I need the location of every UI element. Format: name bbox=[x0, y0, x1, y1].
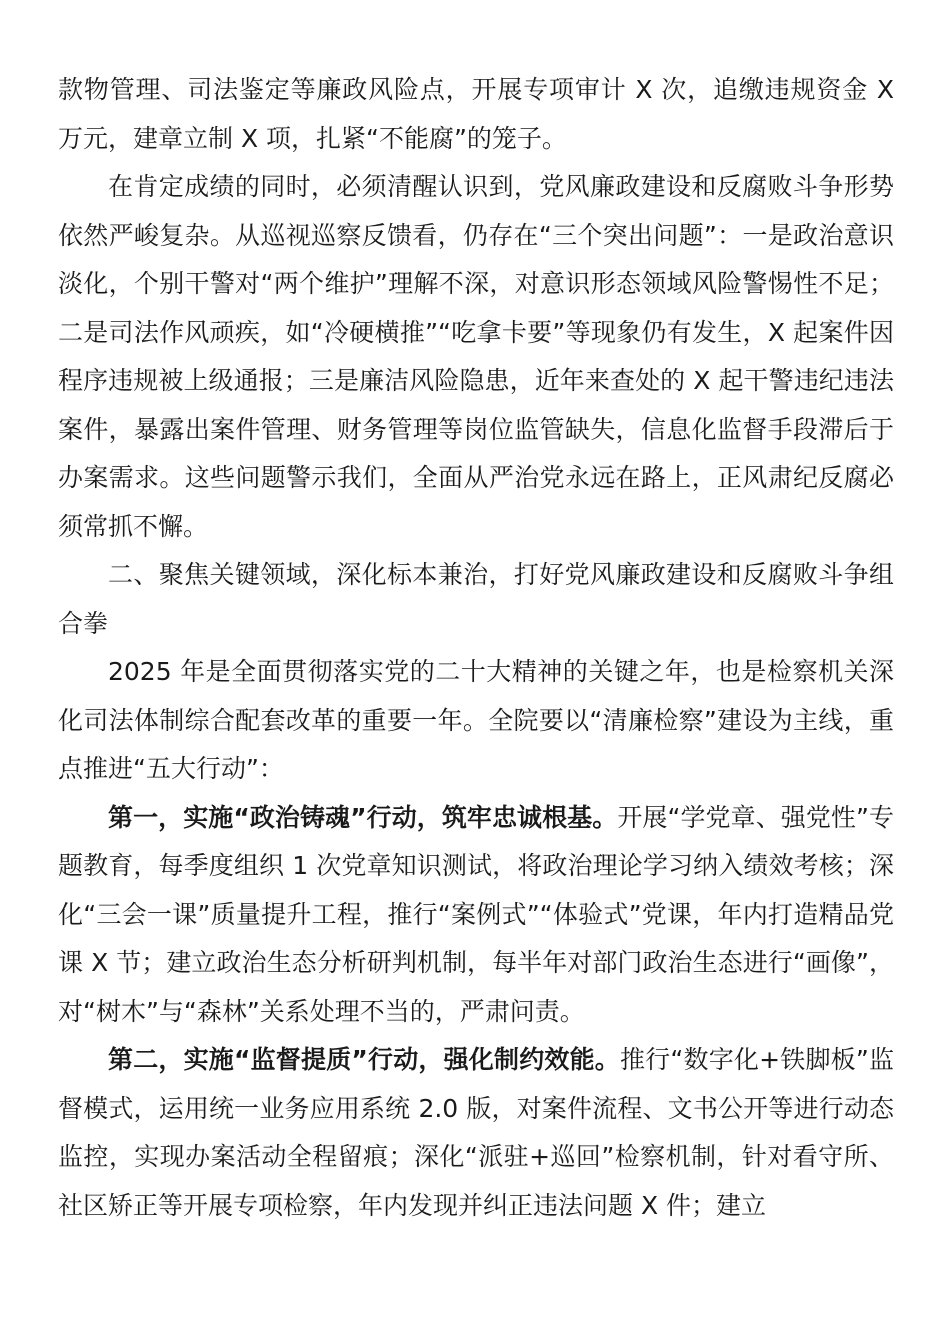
paragraph-action-1 bbox=[58, 794, 894, 1037]
action-1-body: 开展“学党章、强党性”专题教育，每季度组织 1 次党章知识测试，将政治理论学习纳入绩效考核；深化“三会一课”质量提升工程，推行“案例式”“体验式”党课，年内打造精品党课 X 节；建立政治生态分析研判机制，每半年对部门政治生态进行“画像”，对“树木”与“森林”关系处理不当的，严肃问责。 bbox=[58, 802, 894, 1026]
document-page bbox=[58, 66, 894, 1230]
paragraph-continuation: 款物管理、司法鉴定等廉政风险点，开展专项审计 X 次，追缴违规资金 X 万元，建章立制 X 项，扎紧“不能腐”的笼子。 bbox=[58, 75, 894, 153]
action-1-lead: 第一，实施“政治铸魂”行动，筑牢忠诚根基。 bbox=[108, 802, 618, 832]
action-2-body: 推行“数字化+铁脚板”监督模式，运用统一业务应用系统 2.0 版，对案件流程、文书公开等进行动态监控，实现办案活动全程留痕；深化“派驻+巡回”检察机制，针对看守所、社区矫正等开展专项检察，年内发现并纠正违法问题 X 件；建立 bbox=[58, 1045, 894, 1220]
paragraph-2025-plan: 2025 年是全面贯彻落实党的二十大精神的关键之年，也是检察机关深化司法体制综合配套改革的重要一年。全院要以“清廉检察”建设为主线，重点推进“五大行动”： bbox=[58, 657, 894, 783]
section-heading-2: 二、聚焦关键领域，深化标本兼治，打好党风廉政建设和反腐败斗争组合拳 bbox=[58, 560, 894, 638]
paragraph-problems: 在肯定成绩的同时，必须清醒认识到，党风廉政建设和反腐败斗争形势依然严峻复杂。从巡视巡察反馈看，仍存在“三个突出问题”：一是政治意识淡化，个别干警对“两个维护”理解不深，对意识形态领域风险警惕性不足；二是司法作风顽疾，如“冷硬横推”“吃拿卡要”等现象仍有发生，X 起案件因程序违规被上级通报；三是廉洁风险隐患，近年来查处的 X 起干警违纪违法案件，暴露出案件管理、财务管理等岗位监管缺失，信息化监督手段滞后于办案需求。这些问题警示我们，全面从严治党永远在路上，正风肃纪反腐必须常抓不懈。 bbox=[58, 172, 894, 541]
action-2-lead: 第二，实施“监督提质”行动，强化制约效能。 bbox=[108, 1045, 620, 1074]
paragraph-action-2 bbox=[58, 1036, 894, 1230]
